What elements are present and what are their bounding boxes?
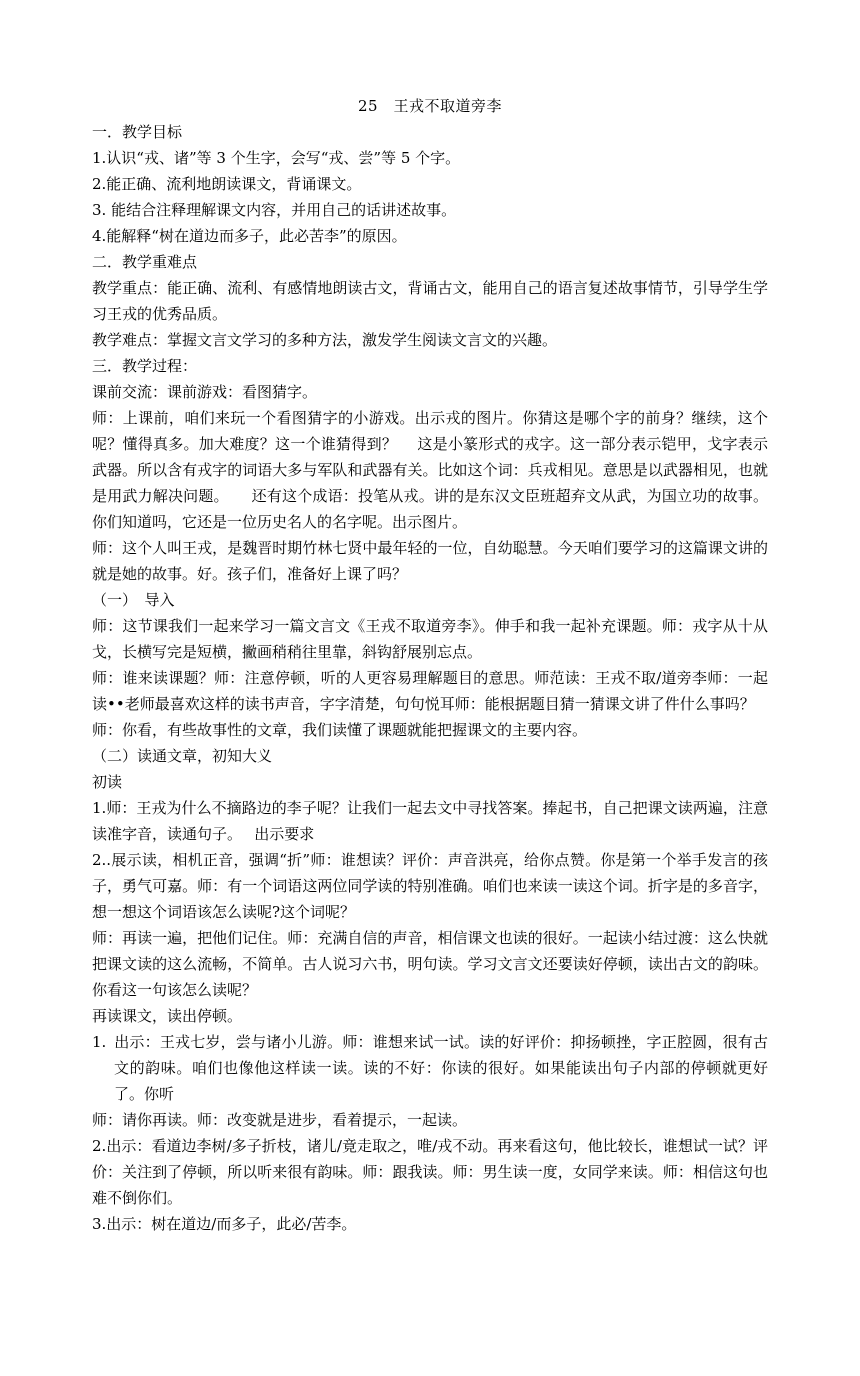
paragraph: 4.能解释“树在道边而多子，此必苦李”的原因。 (92, 227, 407, 245)
document-title: 25 王戎不取道旁李 (357, 97, 503, 115)
subsection-heading: （一） 导入 (92, 591, 175, 609)
paragraph: 师：请你再读。师：改变就是进步，看着提示，一起读。 (92, 1111, 468, 1129)
section-heading: 二．教学重难点 (92, 253, 198, 271)
numbered-list-item (92, 1029, 768, 1107)
paragraph: 教学难点：掌握文言文学习的多种方法，激发学生阅读文言文的兴趣。 (92, 331, 558, 349)
paragraph: 1.师：王戎为什么不摘路边的李子呢？让我们一起去文中寻找答案。捧起书，自己把课文读两遍，注意读准字音，读通句子。 出示要求 (92, 799, 768, 843)
paragraph: 2.出示：看道边李树/多子折枝，诸儿/竟走取之，唯/戎不动。再来看这句，他比较长，谁想试一试？评价：关注到了停顿，所以听来很有韵味。师：跟我读。师：男生读一度，女同学来读。师：相信这句也难不倒你们。 (92, 1137, 768, 1207)
section-heading: 一．教学目标 (92, 123, 183, 141)
paragraph: 1.认识“戎、诸”等 3 个生字，会写“戎、尝”等 5 个字。 (92, 149, 461, 167)
paragraph: 师：这节课我们一起来学习一篇文言文《王戎不取道旁李》。伸手和我一起补充课题。师：戎字从十从戈，长横写完是短横，撇画稍稍往里靠，斜钩舒展别忘点。 (92, 617, 768, 661)
paragraph: 3.出示：树在道边/而多子，此必/苦李。 (92, 1215, 357, 1233)
paragraph: 再读课文，读出停顿。 (92, 1007, 243, 1025)
document-page (92, 93, 768, 1237)
paragraph: 2.能正确、流利地朗读课文，背诵课文。 (92, 175, 362, 193)
paragraph: 师：上课前，咱们来玩一个看图猜字的小游戏。出示戎的图片。你猜这是哪个字的前身？继续，这个呢？懂得真多。加大难度？这一个谁猜得到？ 这是小篆形式的戎字。这一部分表示铠甲，戈字表示武器。所以含有戎字的词语大多与军队和武器有关。比如这个词：兵戎相见。意思是以武器相见，也就是用武力解决问题。 还有这个成语：投笔从戎。讲的是东汉文臣班超弃文从武，为国立功的故事。你们知道吗，它还是一位历史名人的名字呢。出示图片。 (92, 409, 768, 531)
list-item-text: 出示：王戎七岁，尝与诸小儿游。师：谁想来试一试。读的好评价：抑扬顿挫，字正腔圆，很有古文的韵味。咱们也像他这样读一读。读的不好：你读的很好。如果能读出句子内部的停顿就更好了。你听 (114, 1033, 768, 1103)
list-item-number: 1. (92, 1033, 107, 1051)
paragraph: 师：谁来读课题？师：注意停顿，听的人更容易理解题目的意思。师范读：王戎不取/道旁李师：一起读••老师最喜欢这样的读书声音，字字清楚，句句悦耳师：能根据题目猜一猜课文讲了件什么事吗？ (92, 669, 768, 713)
subsection-heading: （二）读通文章，初知大义 (92, 747, 273, 765)
paragraph: 师：这个人叫王戎，是魏晋时期竹林七贤中最年轻的一位，自幼聪慧。今天咱们要学习的这篇课文讲的就是她的故事。好。孩子们，准备好上课了吗？ (92, 539, 768, 583)
paragraph: 教学重点：能正确、流利、有感情地朗读古文，背诵古文，能用自己的语言复述故事情节，引导学生学习王戎的优秀品质。 (92, 279, 768, 323)
paragraph: 2..展示读，相机正音，强调“折”师：谁想读？评价：声音洪亮，给你点赞。你是第一个举手发言的孩子，勇气可嘉。师：有一个词语这两位同学读的特别准确。咱们也来读一读这个词。折字是的多音字，想一想这个词语该怎么读呢?这个词呢？ (92, 851, 768, 921)
paragraph: 师：你看，有些故事性的文章，我们读懂了课题就能把握课文的主要内容。 (92, 721, 588, 739)
paragraph: 初读 (92, 773, 123, 791)
paragraph: 课前交流：课前游戏：看图猜字。 (92, 383, 318, 401)
paragraph: 3. 能结合注释理解课文内容，并用自己的话讲述故事。 (92, 201, 457, 219)
section-heading: 三．教学过程： (92, 357, 198, 375)
paragraph: 师：再读一遍，把他们记住。师：充满自信的声音，相信课文也读的很好。一起读小结过渡：这么快就把课文读的这么流畅，不简单。古人说习六书，明句读。学习文言文还要读好停顿，读出古文的韵味。你看这一句该怎么读呢？ (92, 929, 768, 999)
